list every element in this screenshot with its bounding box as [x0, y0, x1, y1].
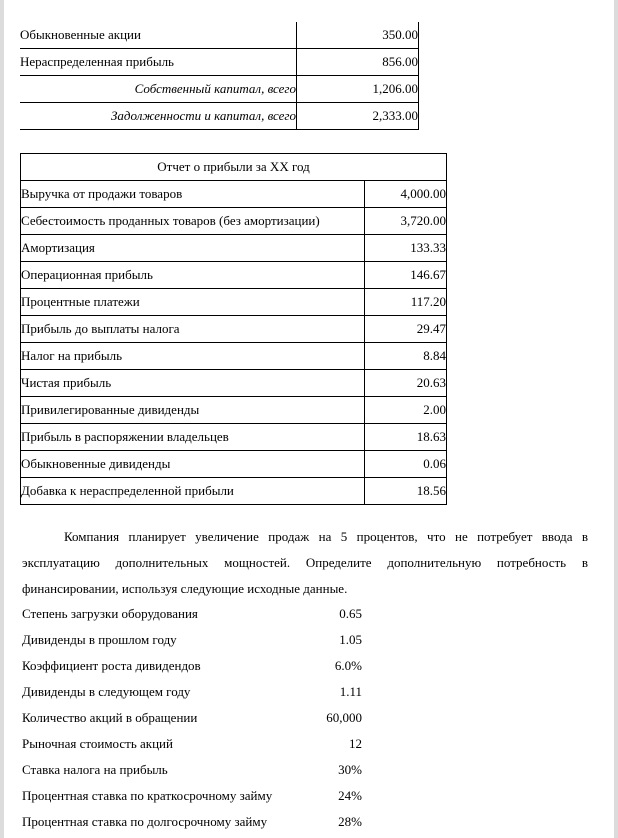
income-row-value: 0.06	[365, 451, 447, 478]
input-data-value: 1.05	[339, 632, 362, 647]
input-data-label: Процентная ставка по долгосрочному займу	[22, 814, 268, 829]
income-row-label: Прибыль до выплаты налога	[21, 316, 365, 343]
input-data-label: Дивиденды в следующем году	[22, 684, 191, 699]
page-edge-right	[614, 0, 618, 838]
input-data-value: 28%	[338, 814, 362, 829]
income-row	[21, 262, 447, 289]
income-row-value: 146.67	[365, 262, 447, 289]
input-data-value: 12	[349, 736, 362, 751]
balance-row-label: Собственный капитал, всего	[20, 76, 297, 103]
input-data-row	[22, 601, 362, 627]
income-row-value: 29.47	[365, 316, 447, 343]
income-row-label: Обыкновенные дивиденды	[21, 451, 365, 478]
input-data-value: 1.11	[339, 684, 362, 699]
income-row	[21, 208, 447, 235]
income-row-label: Операционная прибыль	[21, 262, 365, 289]
balance-sheet-body	[20, 22, 419, 130]
input-data-list	[22, 601, 362, 835]
input-data-row	[22, 679, 362, 705]
income-row	[21, 451, 447, 478]
input-data-row	[22, 757, 362, 783]
income-row	[21, 397, 447, 424]
balance-row-value: 856.00	[297, 49, 419, 76]
income-row-label: Процентные платежи	[21, 289, 365, 316]
balance-row	[20, 49, 419, 76]
income-row-value: 4,000.00	[365, 181, 447, 208]
input-data-row	[22, 705, 362, 731]
income-row	[21, 235, 447, 262]
income-row-value: 3,720.00	[365, 208, 447, 235]
income-row-label: Налог на прибыль	[21, 343, 365, 370]
input-data-label: Ставка налога на прибыль	[22, 762, 168, 777]
income-row	[21, 316, 447, 343]
income-statement-body	[21, 154, 447, 505]
income-row-label: Чистая прибыль	[21, 370, 365, 397]
input-data-label: Дивиденды в прошлом году	[22, 632, 177, 647]
balance-row	[20, 103, 419, 130]
income-statement-title: Отчет о прибыли за XX год	[21, 154, 447, 181]
task-paragraph: Компания планирует увеличение продаж на 5 процентов, что не потребует ввода в эксплуатацию дополнительных мощностей. Определите дополнительную потребность в финансировании, используя следующие исходные данные.	[22, 529, 588, 596]
income-row	[21, 289, 447, 316]
balance-row-label: Задолженности и капитал, всего	[20, 103, 297, 130]
income-row	[21, 343, 447, 370]
income-row	[21, 370, 447, 397]
input-data-value: 0.65	[339, 606, 362, 621]
balance-row-label: Нераспределенная прибыль	[20, 49, 297, 76]
income-row-value: 18.56	[365, 478, 447, 505]
income-row-value: 133.33	[365, 235, 447, 262]
balance-row-value: 1,206.00	[297, 76, 419, 103]
balance-row-value: 2,333.00	[297, 103, 419, 130]
input-data-label: Рыночная стоимость акций	[22, 736, 173, 751]
income-row-value: 2.00	[365, 397, 447, 424]
income-row-value: 18.63	[365, 424, 447, 451]
input-data-row	[22, 653, 362, 679]
input-data-row	[22, 783, 362, 809]
balance-row-value: 350.00	[297, 22, 419, 49]
balance-row	[20, 76, 419, 103]
input-data-label: Степень загрузки оборудования	[22, 606, 198, 621]
input-data-value: 6.0%	[334, 658, 362, 673]
input-data-row	[22, 731, 362, 757]
input-data-value: 60,000	[326, 710, 362, 725]
input-data-row	[22, 809, 362, 835]
income-row-label: Амортизация	[21, 235, 365, 262]
input-data-value: 24%	[338, 788, 362, 803]
input-data-row	[22, 627, 362, 653]
page-edge-left	[0, 0, 4, 838]
income-row-label: Выручка от продажи товаров	[21, 181, 365, 208]
income-row	[21, 424, 447, 451]
income-row	[21, 181, 447, 208]
income-row-value: 8.84	[365, 343, 447, 370]
input-data-label: Процентная ставка по краткосрочному займу	[22, 788, 273, 803]
income-row-label: Добавка к нераспределенной прибыли	[21, 478, 365, 505]
balance-row	[20, 22, 419, 49]
balance-sheet-table	[20, 22, 419, 130]
income-row	[21, 478, 447, 505]
income-row-label: Себестоимость проданных товаров (без амортизации)	[21, 208, 365, 235]
income-row-value: 20.63	[365, 370, 447, 397]
input-data-label: Количество акций в обращении	[22, 710, 198, 725]
income-row-label: Привилегированные дивиденды	[21, 397, 365, 424]
input-data-value: 30%	[338, 762, 362, 777]
input-data-label: Коэффициент роста дивидендов	[22, 658, 201, 673]
income-row-label: Прибыль в распоряжении владельцев	[21, 424, 365, 451]
income-statement-header-row	[21, 154, 447, 181]
balance-row-label: Обыкновенные акции	[20, 22, 297, 49]
income-row-value: 117.20	[365, 289, 447, 316]
income-statement-table	[20, 153, 447, 505]
